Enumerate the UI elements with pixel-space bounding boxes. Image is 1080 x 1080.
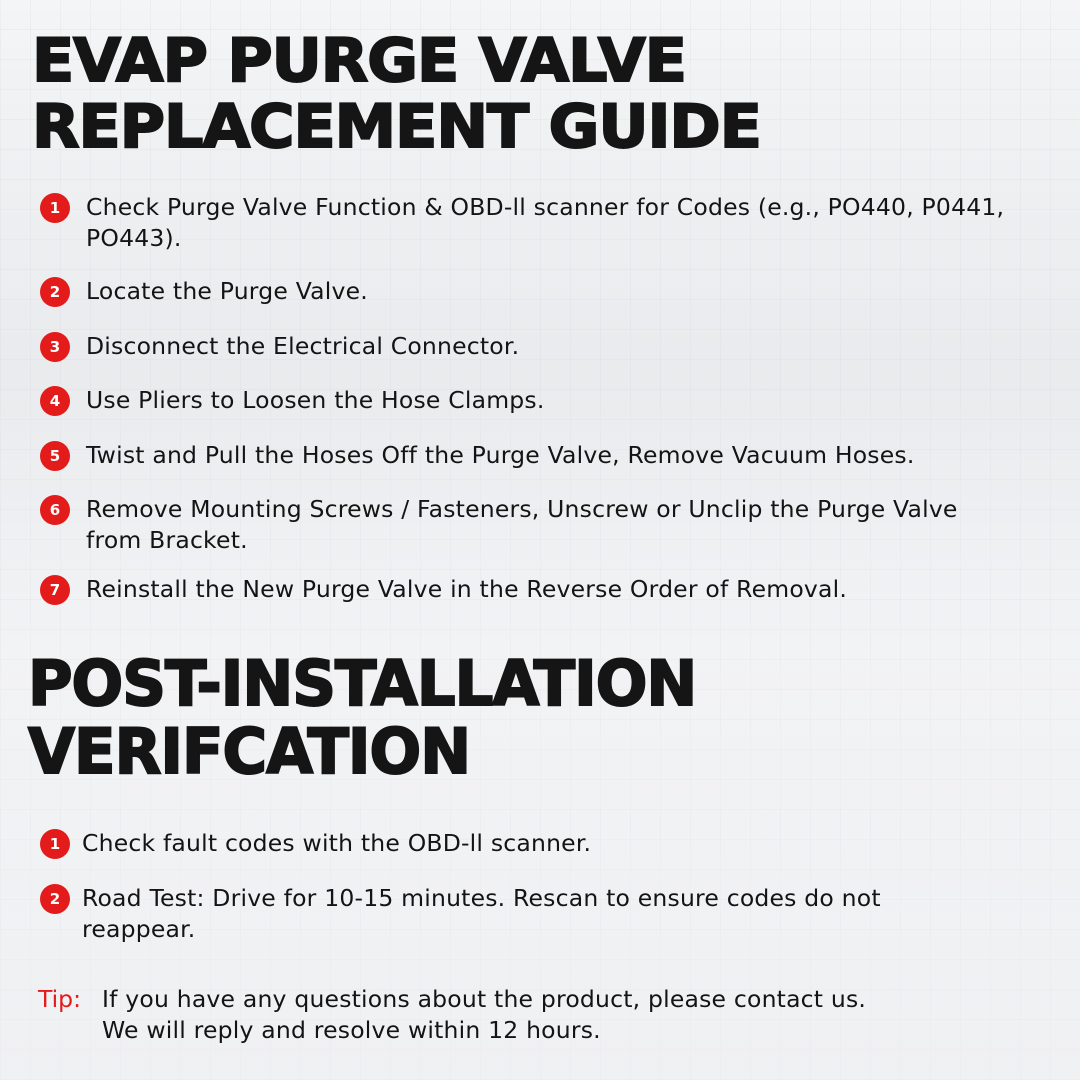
list-item	[40, 828, 992, 859]
list-item	[40, 385, 1016, 416]
step-number-badge: 1	[40, 829, 70, 859]
list-item	[40, 276, 1016, 307]
list-item	[40, 883, 992, 945]
title-line-1: EVAP PURGE VALVE	[32, 26, 686, 96]
list-item	[40, 574, 1016, 605]
tip-note	[38, 984, 1048, 1046]
replacement-guide-title	[32, 28, 761, 160]
list-item	[40, 192, 1016, 254]
list-item	[40, 440, 1016, 471]
title-line-2: VERIFCATION	[28, 715, 471, 788]
step-text: Remove Mounting Screws / Fasteners, Unscrew or Unclip the Purge Valve from Bracket.	[86, 495, 958, 554]
step-text: Reinstall the New Purge Valve in the Reverse Order of Removal.	[86, 575, 848, 603]
step-number-badge: 2	[40, 884, 70, 914]
title-line-1: POST-INSTALLATION	[28, 647, 697, 720]
list-item	[40, 494, 1016, 556]
step-number-badge: 6	[40, 495, 70, 525]
step-number-badge: 7	[40, 575, 70, 605]
step-text: Disconnect the Electrical Connector.	[86, 332, 520, 360]
step-text: Locate the Purge Valve.	[86, 277, 368, 305]
title-line-2: REPLACEMENT GUIDE	[32, 92, 761, 162]
step-text: Check Purge Valve Function & OBD-ll scanner for Codes (e.g., PO440, P0441, PO443).	[86, 193, 1005, 252]
step-text: Check fault codes with the OBD-ll scanner.	[82, 829, 592, 857]
step-number-badge: 4	[40, 386, 70, 416]
step-number-badge: 1	[40, 193, 70, 223]
tip-text	[102, 984, 866, 1046]
tip-label: Tip:	[38, 985, 81, 1013]
step-number-badge: 2	[40, 277, 70, 307]
tip-line-2: We will reply and resolve within 12 hours.	[102, 1016, 601, 1044]
step-text: Use Pliers to Loosen the Hose Clamps.	[86, 386, 545, 414]
step-text: Road Test: Drive for 10-15 minutes. Rescan to ensure codes do not reappear.	[82, 884, 881, 943]
list-item	[40, 331, 1016, 362]
tip-line-1: If you have any questions about the product, please contact us.	[102, 985, 867, 1013]
step-number-badge: 3	[40, 332, 70, 362]
step-number-badge: 5	[40, 441, 70, 471]
verification-title	[28, 647, 697, 788]
step-text: Twist and Pull the Hoses Off the Purge Valve, Remove Vacuum Hoses.	[86, 441, 915, 469]
